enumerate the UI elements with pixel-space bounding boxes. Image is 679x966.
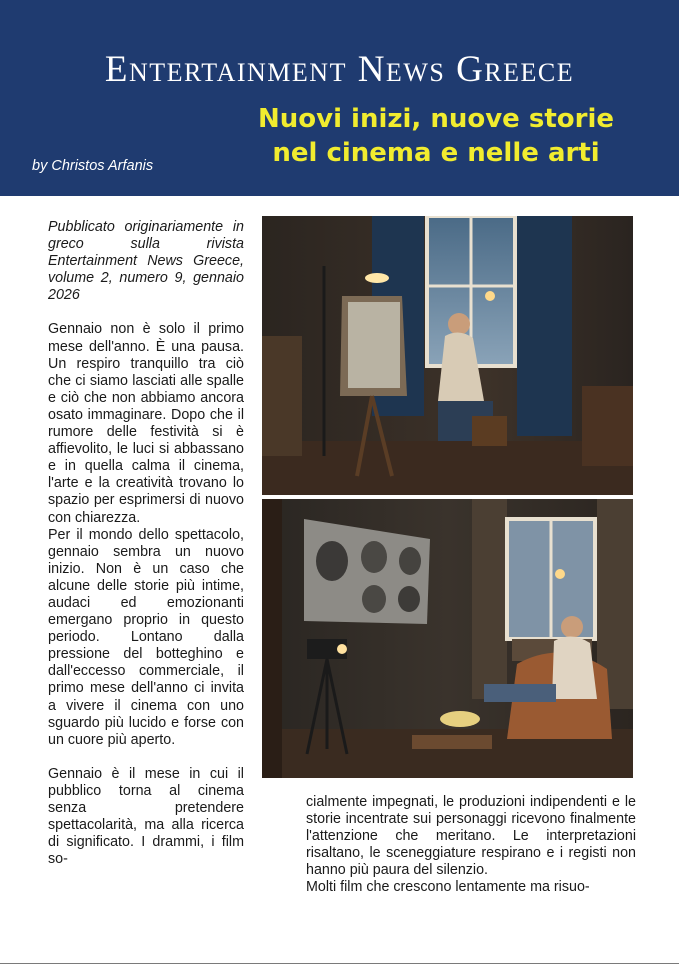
article-column-right <box>306 794 636 897</box>
author-byline: by Christos Arfanis <box>32 158 154 174</box>
masthead <box>0 0 679 196</box>
publication-note: Pubblicato originariamente in greco sulla rivista Entertainment News Greece, volume 2, numero 9, gennaio 2026 <box>48 219 244 304</box>
paragraph-5: Molti film che crescono lentamente ma risuo- <box>306 879 590 896</box>
page-bottom-border <box>0 963 679 964</box>
article-column-left <box>48 219 244 868</box>
photo-woman-at-easel <box>262 216 633 495</box>
headline-line-2: nel cinema e nelle arti <box>272 138 600 168</box>
magazine-title: Entertainment News Greece <box>104 49 575 90</box>
paragraph-2: Per il mondo dello spettacolo, gennaio sembra un nuovo inizio. Non è un caso che alcune delle storie più intime, audaci ed emozionanti emergano proprio in questo periodo. Lontano dalla pressione del botteghino e dall'eccesso commerciale, il primo mese dell'anno ci invita a vivere il cinema con uno sguardo più lucido e forse con un cuore più aperto. <box>48 526 244 748</box>
paragraph-4: cialmente impegnati, le produzioni indipendenti e le storie incentrate sui personaggi ricevono finalmente l'attenzione che meritano. Le interpretazioni risaltano, le sceneggiature respirano e i registi non hanno più paura del silenzio. <box>306 794 636 879</box>
article-headline <box>236 102 636 170</box>
paragraph-3: Gennaio è il mese in cui il pubblico torna al cinema senza pretendere spettacolarità, ma alla ricerca di significato. I drammi, i film so- <box>48 765 244 868</box>
headline-line-1: Nuovi inizi, nuove storie <box>257 104 614 134</box>
paragraph-1: Gennaio non è solo il primo mese dell'anno. È una pausa. Un respiro tranquillo tra ciò che ci siamo lasciati alle spalle e ciò che non abbiamo ancora osato immaginare. Dopo che il rumore delle festività si è affievolito, le luci si abbassano e in quella calma il cinema, l'arte e la creatività trovano lo spazio per esprimersi di nuovo con chiarezza. <box>48 321 244 526</box>
photo-woman-watching-projection <box>262 499 633 778</box>
